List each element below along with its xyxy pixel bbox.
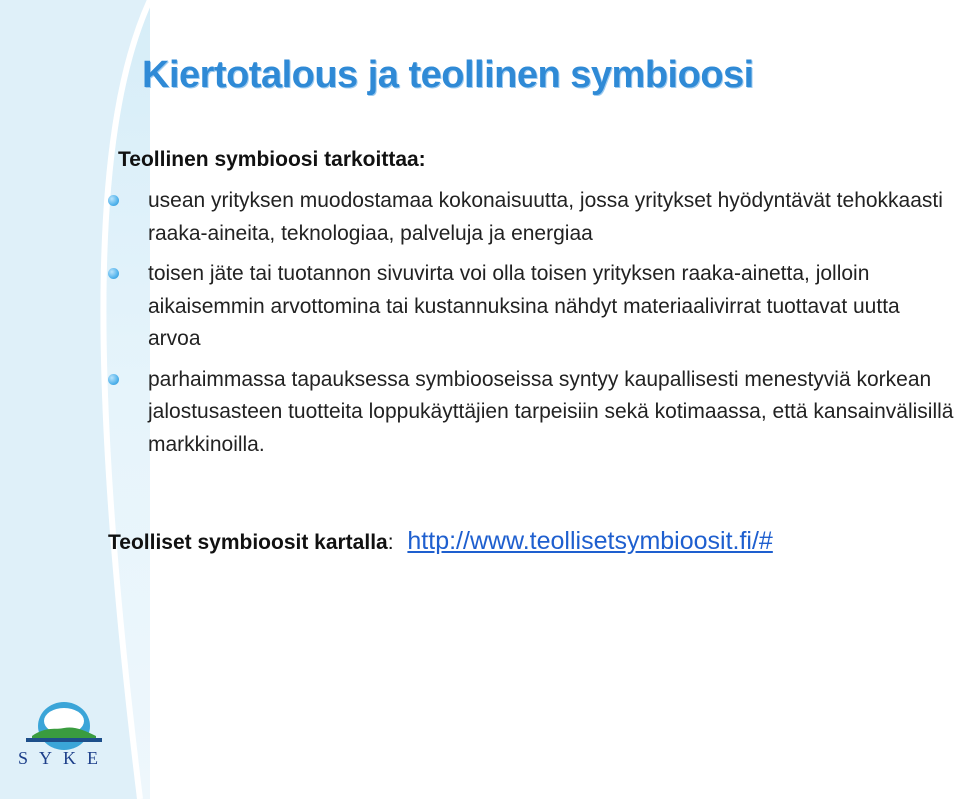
slide-subtitle: Teollinen symbioosi tarkoittaa:	[118, 148, 426, 171]
link-separator: :	[387, 531, 394, 554]
bullet-item	[108, 185, 958, 250]
bullet-icon	[108, 195, 119, 206]
bullet-text: parhaimmassa tapauksessa symbiooseissa syntyy kaupallisesti menestyviä korkean jalostusasteen tuotteita loppukäyttäjien tarpeisiin sekä kotimaassa, että kansainvälisillä markkinoilla.	[148, 367, 954, 456]
slide-title: Kiertotalous ja teollinen symbioosi	[142, 54, 754, 96]
link-line	[108, 527, 773, 556]
bullet-icon	[108, 268, 119, 279]
bullet-list	[108, 185, 958, 469]
symbioosit-link[interactable]: http://www.teollisetsymbioosit.fi/#	[407, 527, 773, 555]
syke-logo-text: SYKE	[18, 748, 110, 768]
bullet-text: toisen jäte tai tuotannon sivuvirta voi olla toisen yrityksen raaka-ainetta, jolloin aikaisemmin arvottomina tai kustannuksina nähdyt materiaalivirrat tuottavat uutta arvoa	[148, 262, 900, 350]
bullet-item	[108, 364, 958, 462]
bullet-item	[108, 258, 958, 356]
bullet-icon	[108, 374, 119, 385]
bullet-text: usean yrityksen muodostamaa kokonaisuutta, jossa yritykset hyödyntävät tehokkaasti raaka-aineita, teknologiaa, palveluja ja energiaa	[148, 189, 943, 245]
link-label: Teolliset symbioosit kartalla	[108, 531, 388, 554]
